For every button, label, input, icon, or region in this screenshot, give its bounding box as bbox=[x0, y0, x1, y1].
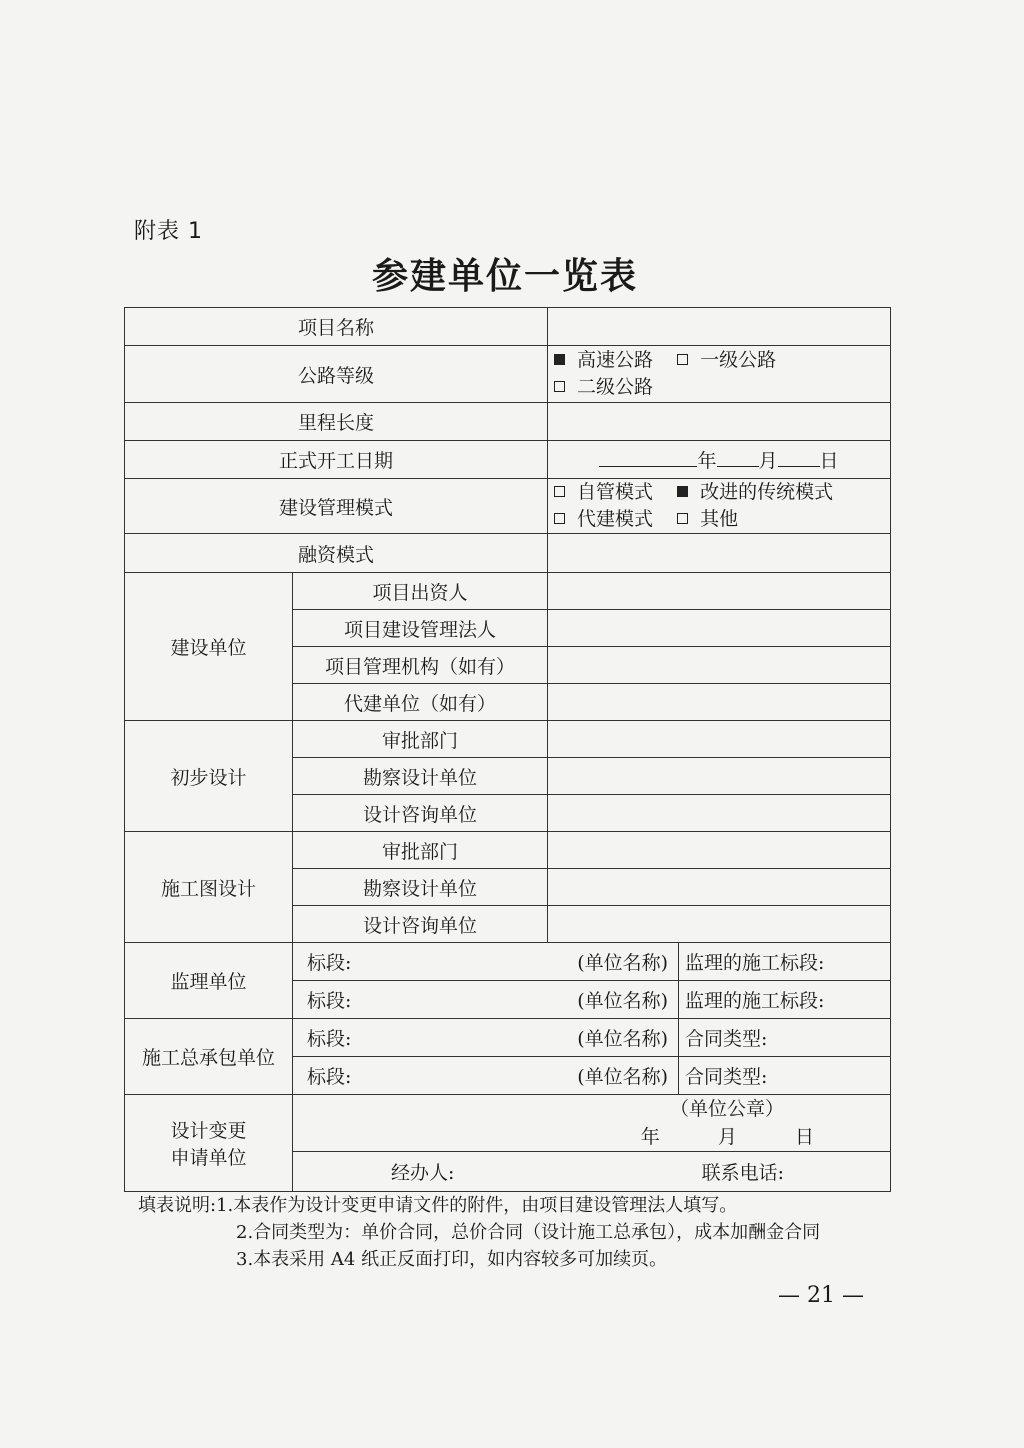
contractor-right-cell[interactable] bbox=[679, 1057, 891, 1095]
management-option-agent[interactable]: 代建模式 bbox=[554, 506, 653, 533]
table-row bbox=[125, 403, 891, 441]
construction-drawing-value[interactable] bbox=[548, 869, 891, 906]
contractor-right-cell[interactable] bbox=[679, 1019, 891, 1057]
unit-name-label: (单位名称) bbox=[577, 952, 669, 974]
management-mode-options bbox=[548, 479, 891, 534]
checkbox-icon[interactable] bbox=[554, 486, 565, 497]
construction-unit-label: 建设单位 bbox=[125, 573, 293, 721]
preliminary-design-value[interactable] bbox=[548, 721, 891, 758]
table-row bbox=[125, 1095, 891, 1152]
preliminary-design-value[interactable] bbox=[548, 758, 891, 795]
unit-name-label: (单位名称) bbox=[577, 1028, 669, 1050]
construction-unit-item: 项目建设管理法人 bbox=[293, 610, 548, 647]
table-row bbox=[125, 832, 891, 869]
preliminary-design-label: 初步设计 bbox=[125, 721, 293, 832]
supervised-section-label: 监理的施工标段: bbox=[685, 952, 825, 974]
construction-unit-item: 项目出资人 bbox=[293, 573, 548, 610]
project-name-value[interactable] bbox=[548, 308, 891, 346]
checkbox-checked-icon[interactable] bbox=[554, 354, 565, 365]
road-grade-option-class1[interactable]: 一级公路 bbox=[677, 347, 776, 374]
change-applicant-label: 设计变更 申请单位 bbox=[125, 1095, 293, 1192]
table-row bbox=[125, 346, 891, 403]
construction-drawing-label: 施工图设计 bbox=[125, 832, 293, 943]
preliminary-design-item: 设计咨询单位 bbox=[293, 795, 548, 832]
construction-unit-value[interactable] bbox=[548, 573, 891, 610]
general-contractor-label: 施工总承包单位 bbox=[125, 1019, 293, 1095]
unit-name-label: (单位名称) bbox=[577, 1066, 669, 1088]
note-item: 2.合同类型为：单价合同，总价合同（设计施工总承包），成本加酬金合同 bbox=[236, 1222, 821, 1243]
section-label: 标段: bbox=[307, 952, 352, 974]
construction-drawing-item: 设计咨询单位 bbox=[293, 906, 548, 943]
preliminary-design-value[interactable] bbox=[548, 795, 891, 832]
supervision-label: 监理单位 bbox=[125, 943, 293, 1019]
checkbox-checked-icon[interactable] bbox=[677, 486, 688, 497]
table-row bbox=[125, 479, 891, 534]
construction-unit-value[interactable] bbox=[548, 610, 891, 647]
construction-drawing-value[interactable] bbox=[548, 832, 891, 869]
supervision-right-cell[interactable] bbox=[679, 943, 891, 981]
financing-mode-value[interactable] bbox=[548, 534, 891, 573]
contractor-section-cell[interactable] bbox=[293, 1019, 679, 1057]
preliminary-design-item: 勘察设计单位 bbox=[293, 758, 548, 795]
page-title: 参建单位一览表 bbox=[371, 255, 638, 297]
applicant-seal-cell[interactable] bbox=[293, 1095, 891, 1152]
supervised-section-label: 监理的施工标段: bbox=[685, 990, 825, 1012]
construction-drawing-item: 勘察设计单位 bbox=[293, 869, 548, 906]
unit-name-label: (单位名称) bbox=[577, 990, 669, 1012]
checkbox-icon[interactable] bbox=[554, 381, 565, 392]
section-label: 标段: bbox=[307, 990, 352, 1012]
contract-type-label: 合同类型: bbox=[685, 1028, 768, 1050]
construction-unit-value[interactable] bbox=[548, 684, 891, 721]
table-row bbox=[125, 943, 891, 981]
financing-mode-label: 融资模式 bbox=[125, 534, 548, 573]
management-option-self[interactable]: 自管模式 bbox=[554, 479, 653, 506]
start-date-field[interactable]: 年 月 日 bbox=[548, 441, 891, 479]
month-blank[interactable] bbox=[717, 446, 759, 467]
supervision-section-cell[interactable] bbox=[293, 943, 679, 981]
form-notes bbox=[138, 1192, 820, 1273]
table-row bbox=[125, 534, 891, 573]
construction-unit-item: 项目管理机构（如有） bbox=[293, 647, 548, 684]
supervision-right-cell[interactable] bbox=[679, 981, 891, 1019]
section-label: 标段: bbox=[307, 1028, 352, 1050]
road-grade-options bbox=[548, 346, 891, 403]
applicant-contact-cell[interactable] bbox=[293, 1152, 891, 1192]
table-row bbox=[125, 721, 891, 758]
participating-units-table bbox=[124, 307, 891, 1192]
construction-unit-value[interactable] bbox=[548, 647, 891, 684]
contract-type-label: 合同类型: bbox=[685, 1066, 768, 1088]
management-mode-label: 建设管理模式 bbox=[125, 479, 548, 534]
construction-drawing-item: 审批部门 bbox=[293, 832, 548, 869]
checkbox-icon[interactable] bbox=[677, 513, 688, 524]
road-grade-option-expressway[interactable]: 高速公路 bbox=[554, 347, 653, 374]
management-option-other[interactable]: 其他 bbox=[677, 506, 738, 533]
table-row bbox=[125, 441, 891, 479]
note-item: 1.本表作为设计变更申请文件的附件，由项目建设管理法人填写。 bbox=[216, 1195, 738, 1216]
table-row bbox=[125, 308, 891, 346]
mileage-label: 里程长度 bbox=[125, 403, 548, 441]
management-option-improved-traditional[interactable]: 改进的传统模式 bbox=[677, 479, 833, 506]
construction-drawing-value[interactable] bbox=[548, 906, 891, 943]
attachment-label: 附表 1 bbox=[134, 219, 203, 244]
notes-prefix: 填表说明: bbox=[138, 1195, 217, 1216]
note-item: 3.本表采用 A4 纸正反面打印，如内容较多可加续页。 bbox=[236, 1249, 668, 1270]
road-grade-option-class2[interactable]: 二级公路 bbox=[554, 374, 653, 401]
mileage-value[interactable] bbox=[548, 403, 891, 441]
project-name-label: 项目名称 bbox=[125, 308, 548, 346]
section-label: 标段: bbox=[307, 1066, 352, 1088]
phone-label: 联系电话: bbox=[701, 1162, 785, 1184]
table-row bbox=[125, 573, 891, 610]
table-row bbox=[125, 1019, 891, 1057]
unit-seal-label: （单位公章） bbox=[670, 1098, 785, 1120]
year-blank[interactable] bbox=[599, 446, 697, 467]
day-blank[interactable] bbox=[778, 446, 820, 467]
preliminary-design-item: 审批部门 bbox=[293, 721, 548, 758]
contractor-section-cell[interactable] bbox=[293, 1057, 679, 1095]
supervision-section-cell[interactable] bbox=[293, 981, 679, 1019]
checkbox-icon[interactable] bbox=[677, 354, 688, 365]
construction-unit-item: 代建单位（如有） bbox=[293, 684, 548, 721]
page-number: — 21 — bbox=[778, 1283, 864, 1308]
road-grade-label: 公路等级 bbox=[125, 346, 548, 403]
handler-label: 经办人: bbox=[391, 1162, 455, 1184]
seal-date: 年 月 日 bbox=[640, 1126, 815, 1148]
checkbox-icon[interactable] bbox=[554, 513, 565, 524]
start-date-label: 正式开工日期 bbox=[125, 441, 548, 479]
